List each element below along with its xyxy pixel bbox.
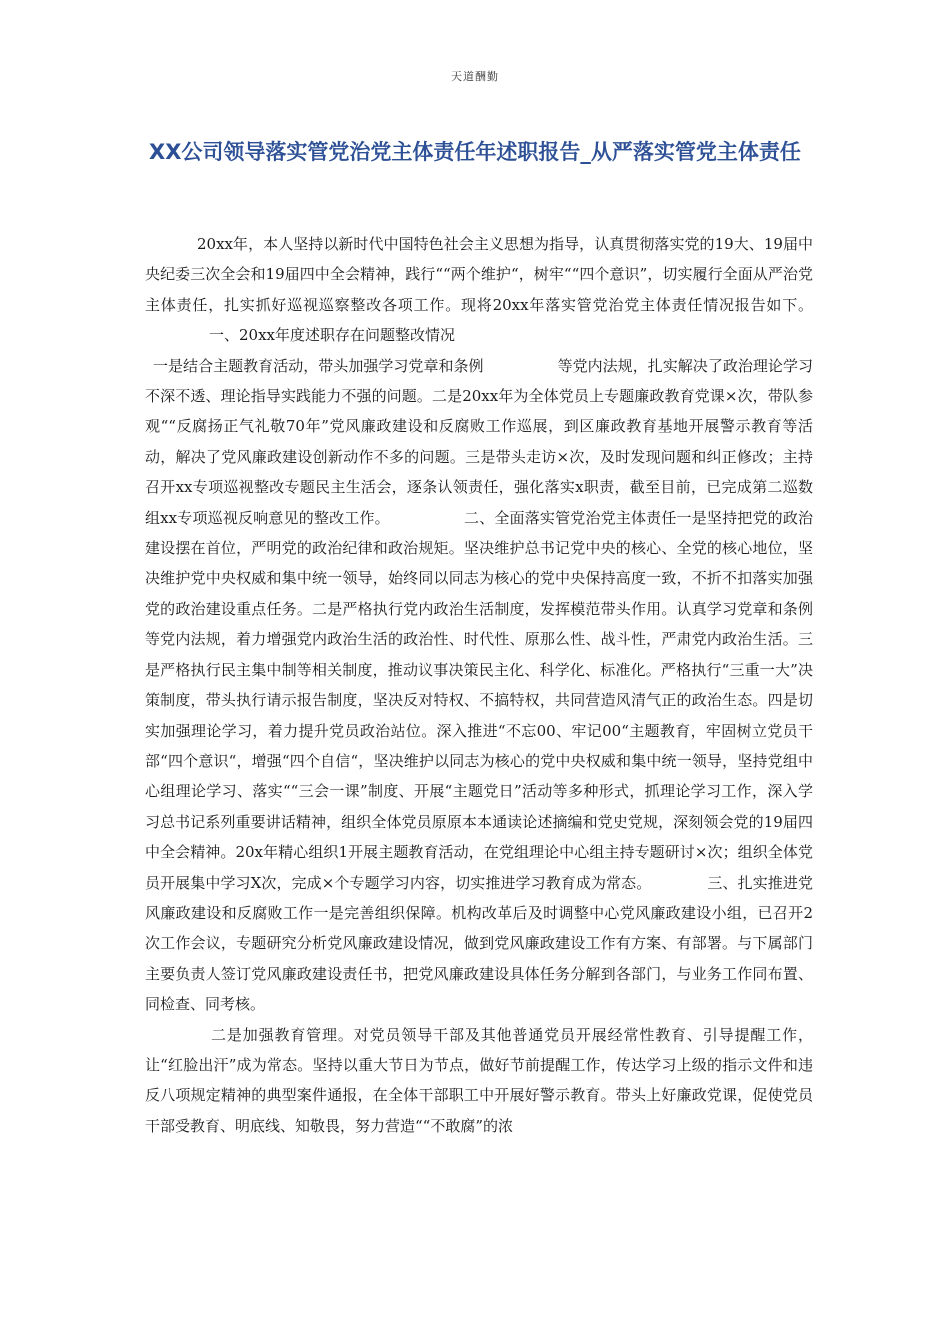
section-heading-1: 一、20xx年度述职存在问题整改情况 xyxy=(209,326,456,345)
paragraph-1-text: 20xx年，本人坚持以新时代中国特色社会主义思想为指导，认真贯彻落实党的19大、19届中央纪委三次全会和19届四中全会精神，践行““两个维护“，树牢““四个意识”，切实履行全面从严治党主体责任，扎实抓好巡视巡察整改各项工作。现将20xx年落实管党治党主体责任情况报告如下。 xyxy=(145,235,813,314)
paragraph-3-text: 二是加强教育管理。对党员领导干部及其他普通党员开展经常性教育、引导提醒工作，让“红脸出汗”成为常态。坚持以重大节日为节点，做好节前提醒工作，传达学习上级的指示文件和违反八项规定精神的典型案件通报，在全体干部职工中开展好警示教育。带头上好廉政党课，促使党员干部受教育、明底线、知敬畏，努力营造““不敢腐”的浓 xyxy=(145,1025,813,1135)
paragraph-2 xyxy=(145,351,813,1020)
document-body xyxy=(145,229,813,1141)
paragraph-2-text-b: 等党内法规，扎实解决了政治理论学习不深不透、理论指导实践能力不强的问题。二是20xx年为全体党员上专题廉政教育党课×次，带队参观““反腐扬正气礼敬70年”党风廉政建设和反腐败工作巡展，到区廉政教育基地开展警示教育等活动，解决了党风廉政建设创新动作不多的问题。三是带头走访×次，及时发现问题和纠正修改；主持召开xx专项巡视整改专题民主生活会，逐条认领责任，强化落实x职责，截至目前，已完成第二巡数组xx专项巡视反响意见的整改工作。 xyxy=(145,356,813,527)
section-2-text: 二、全面落实管党治党主体责任一是坚持把党的政治建设摆在首位，严明党的政治纪律和政治规矩。坚决维护总书记党中央的核心、全党的核心地位，坚决维护党中央权威和集中统一领导，始终同以同志为核心的党中央保持高度一致，不折不扣落实加强党的政治建设重点任务。二是严格执行党内政治生活制度，发挥模范带头作用。认真学习党章和条例等党内法规，着力增强党内政治生活的政治性、时代性、原那么性、战斗性，严肃党内政治生活。三是严格执行民主集中制等相关制度，推动议事决策民主化、科学化、标准化。严格执行“三重一大”决策制度，带头执行请示报告制度，坚决反对特权、不搞特权，共同营造风清气正的政治生态。四是切实加强理论学习，着力提升党员政治站位。深入推进“不忘00、牢记00“主题教育，牢固树立党员干部“四个意识“，增强“四个自信“，坚决维护以同志为核心的党中央权威和集中统一领导，坚持党组中心组理论学习、落实““三会一课”制度、开展“主题党日”活动等多种形式，抓理论学习工作，深入学习总书记系列重要讲话精神，组织全体党员原原本本通读论述摘编和党史党规，深刻领会党的19届四中全会精神。20x年精心组织1开展主题教育活动，在党组理论中心组主持专题研讨×次；组织全体党员开展集中学习X次，完成×个专题学习内容，切实推进学习教育成为常态。 xyxy=(145,508,813,892)
paragraph-1 xyxy=(145,229,813,351)
page-header: 天道酬勤 xyxy=(451,70,499,83)
document-title: XX公司领导落实管党治党主体责任年述职报告_从严落实管党主体责任 xyxy=(149,140,801,164)
paragraph-3 xyxy=(145,1020,813,1142)
section-3-text: 三、扎实推进党风廉政建设和反腐败工作一是完善组织保障。机构改革后及时调整中心党风廉政建设小组，已召开2次工作会议，专题研究分析党风廉政建设情况，做到党风廉政建设工作有方案、有部署。与下属部门主要负责人签订党风廉政建设责任书，把党风廉政建设具体任务分解到各部门，与业务工作同布置、同检查、同考核。 xyxy=(145,873,813,1014)
paragraph-2-text-a: 一是结合主题教育活动，带头加强学习党章和条例 xyxy=(153,356,484,375)
